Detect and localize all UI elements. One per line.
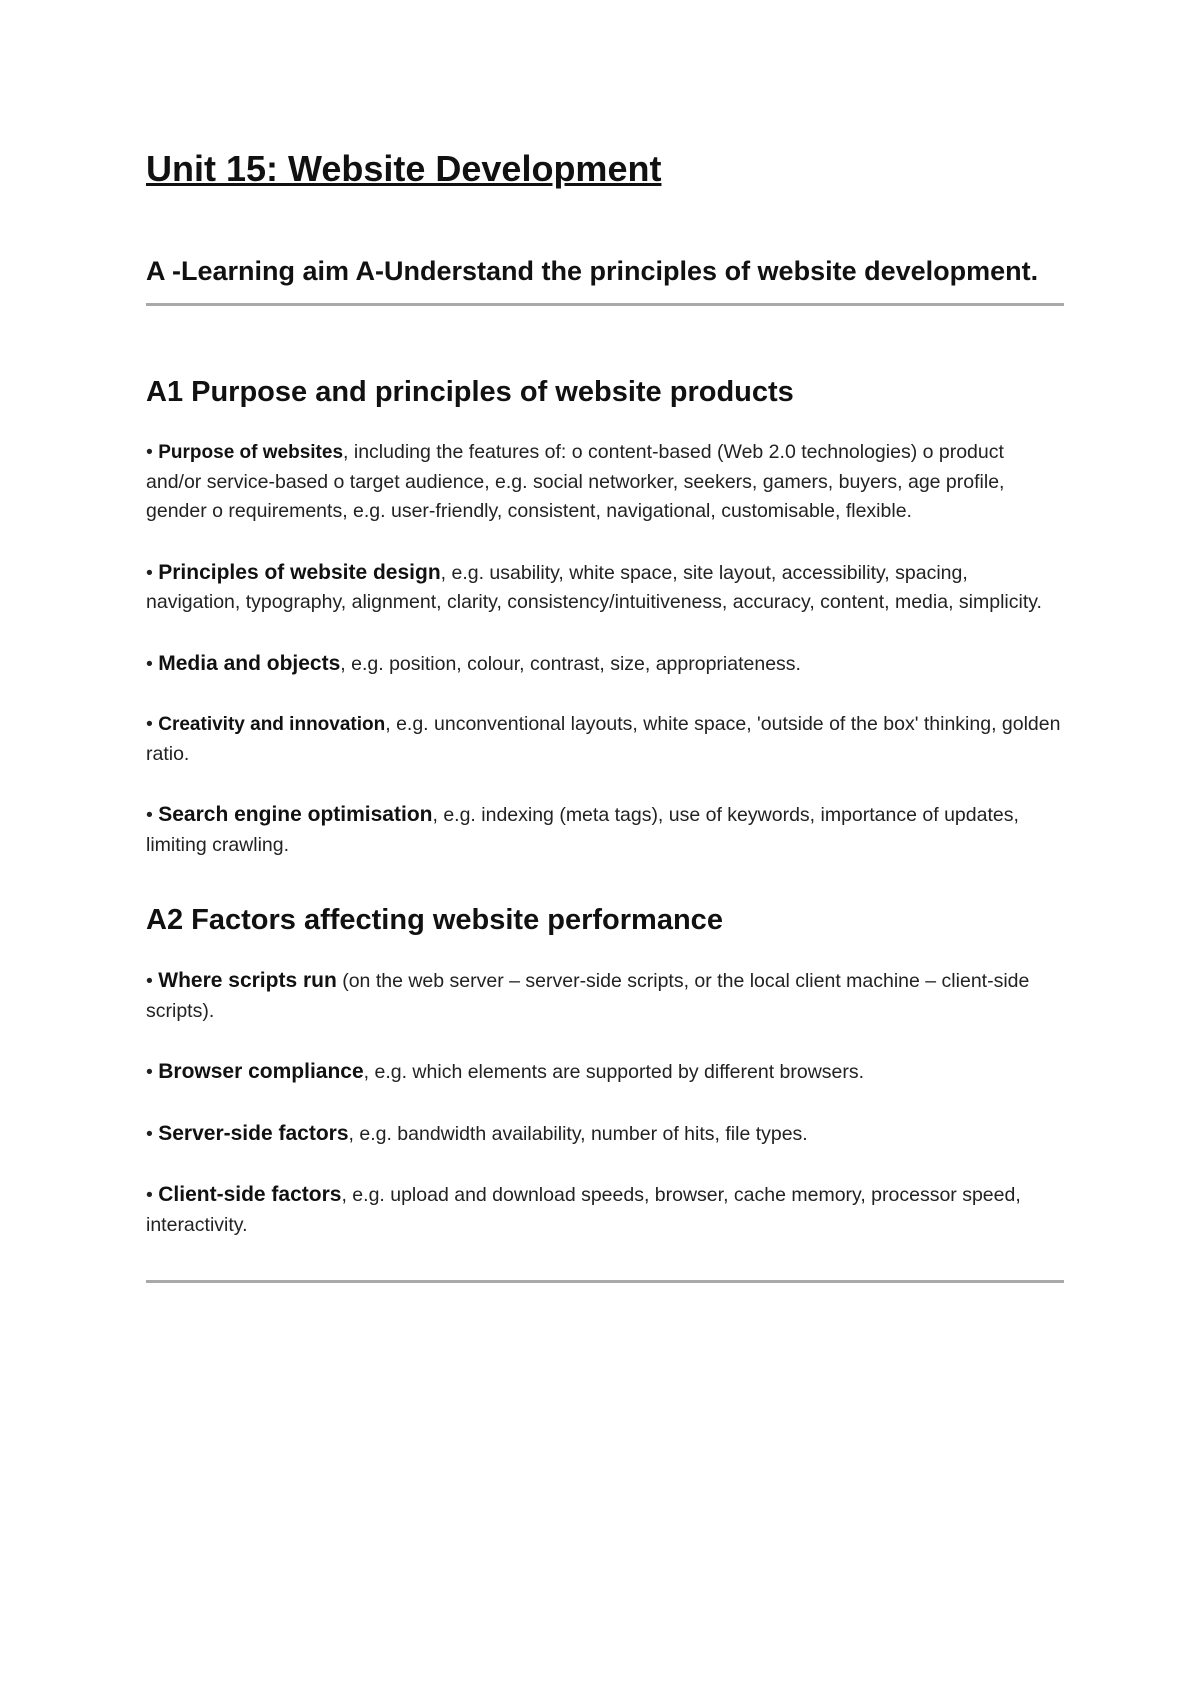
bullet-term: Search engine optimisation [158, 803, 433, 826]
bullet-marker: • [146, 1184, 153, 1206]
divider-bottom [146, 1280, 1064, 1283]
bullet-client-side-factors [146, 1180, 1064, 1240]
bullet-marker: • [146, 441, 153, 463]
bullet-term: Media and objects [158, 651, 341, 675]
bullet-marker: • [146, 970, 153, 992]
divider-top [146, 303, 1064, 306]
bullet-marker: • [146, 1061, 153, 1083]
bullet-term: Client-side factors [158, 1183, 342, 1206]
bullet-marker: • [146, 652, 153, 675]
bullet-principles-of-design [146, 558, 1064, 618]
section-heading-a1: A1 Purpose and principles of website products [146, 376, 794, 408]
bullet-term: Purpose of websites [158, 442, 344, 463]
document-body [146, 148, 1064, 1283]
bullet-term: Browser compliance [158, 1060, 364, 1083]
bullet-text: (on the web server – server-side scripts, or the local client machine – client-side scripts). [146, 970, 1030, 1022]
bullet-term: Server-side factors [158, 1121, 349, 1145]
bullet-text: , e.g. indexing (meta tags), use of keywords, importance of updates, limiting crawling. [146, 804, 1019, 856]
bullet-browser-compliance [146, 1057, 1064, 1088]
bullet-term: Creativity and innovation [158, 714, 386, 735]
bullet-marker: • [146, 713, 153, 735]
bullet-term: Where scripts run [158, 969, 337, 992]
bullet-text: , including the features of: o content-based (Web 2.0 technologies) o product and/or service-based o target audience, e.g. social networker, seekers, gamers, buyers, age profile, gender o requirements, e.g. user-friendly, consistent, navigational, customisable, flexible. [146, 441, 1005, 522]
bullet-marker: • [146, 561, 153, 584]
bullet-where-scripts-run [146, 966, 1064, 1026]
bullet-text: , e.g. unconventional layouts, white space, 'outside of the box' thinking, golden ratio. [146, 713, 1061, 765]
bullet-purpose-of-websites [146, 438, 1064, 527]
bullet-text: , e.g. bandwidth availability, number of hits, file types. [348, 1122, 808, 1145]
bullet-text: , e.g. which elements are supported by different browsers. [363, 1061, 865, 1083]
bullet-search-engine-optimisation [146, 800, 1064, 860]
section-heading-a2: A2 Factors affecting website performance [146, 904, 723, 936]
bullet-text: , e.g. usability, white space, site layout, accessibility, spacing, navigation, typography, alignment, clarity, consistency/intuitiveness, accuracy, content, media, simplicity. [146, 561, 1042, 613]
bullet-text: , e.g. upload and download speeds, browser, cache memory, processor speed, interactivity. [146, 1184, 1021, 1236]
learning-aim: A -Learning aim A-Understand the principles of website development. [146, 256, 1039, 286]
bullet-media-and-objects [146, 649, 1064, 680]
bullet-server-side-factors [146, 1119, 1064, 1150]
bullet-marker: • [146, 1122, 153, 1145]
bullet-marker: • [146, 804, 153, 826]
bullet-text: , e.g. position, colour, contrast, size, appropriateness. [340, 652, 801, 675]
bullet-creativity-and-innovation [146, 710, 1064, 769]
bullet-term: Principles of website design [158, 560, 441, 584]
document-title: Unit 15: Website Development [146, 148, 662, 189]
